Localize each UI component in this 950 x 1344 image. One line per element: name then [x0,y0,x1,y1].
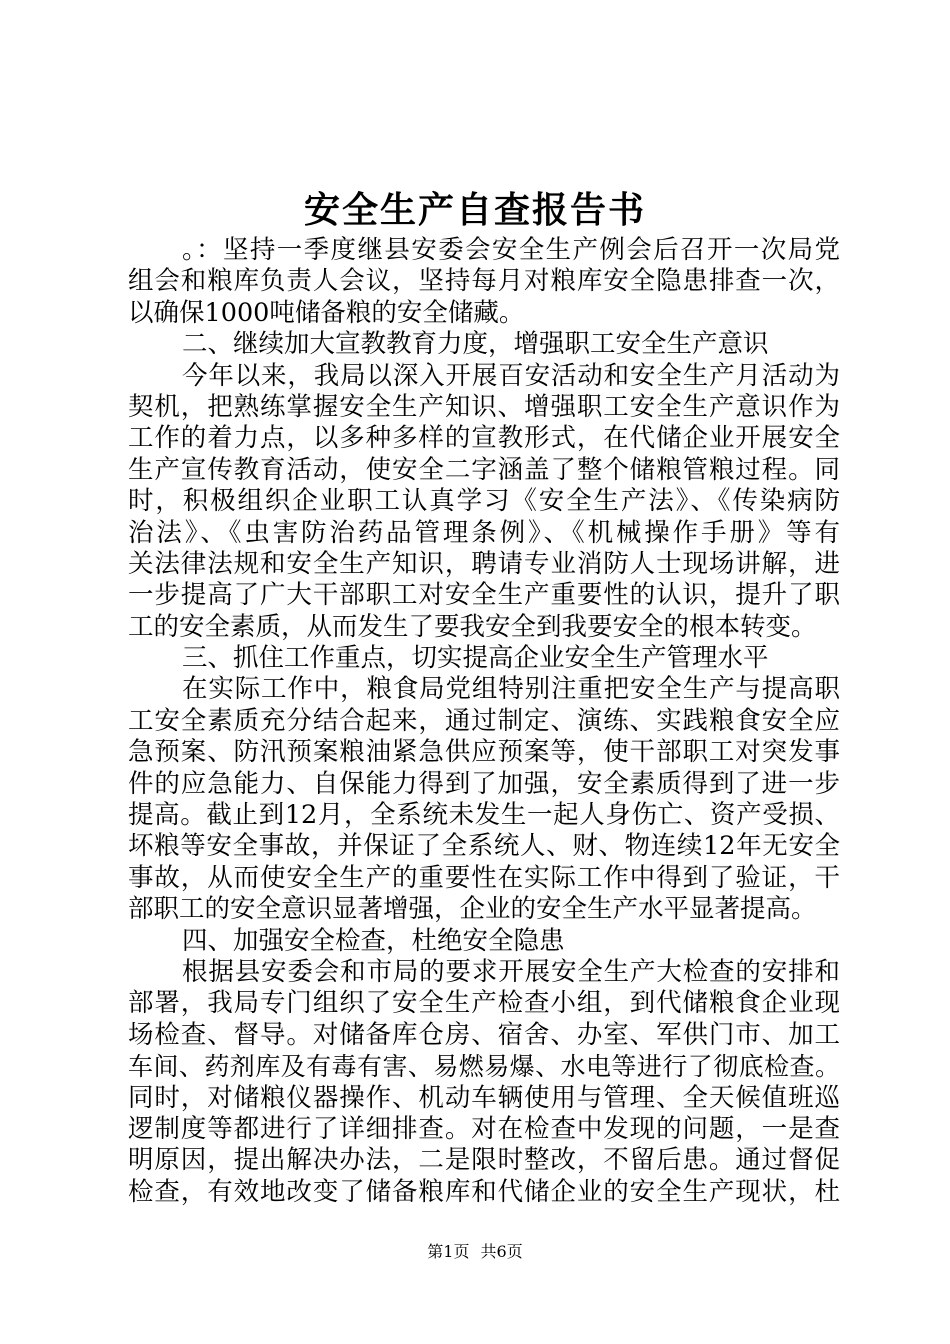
text-line: 生产宣传教育活动，使安全二字涵盖了整个储粮管粮过程。同 [128,454,840,485]
text-line: 三、抓住工作重点，切实提高企业安全生产管理水平 [182,643,769,674]
page-footer [0,1242,950,1262]
text-line: 一步提高了广大干部职工对安全生产重要性的认识，提升了职 [128,580,840,611]
text-line: 四、加强安全检查，杜绝安全隐患 [182,925,565,956]
text-line: 工作的着力点，以多种多样的宣教形式，在代储企业开展安全 [128,423,840,454]
text-line: 治法》、《虫害防治药品管理条例》、《机械操作手册》等有 [128,517,840,548]
text-line: 同时，对储粮仪器操作、机动车辆使用与管理、全天候值班巡 [128,1082,840,1113]
text-line: 在实际工作中，粮食局党组特别注重把安全生产与提高职 [182,674,840,705]
text-line: 部职工的安全意识显著增强，企业的安全生产水平显著提高。 [128,894,817,925]
text-line: 急预案、防汛预案粮油紧急供应预案等，使干部职工对突发事 [128,737,840,768]
text-line: 以确保1000吨储备粮的安全储藏。 [128,297,525,328]
text-line: 场检查、督导。对储备库仓房、宿舍、办室、军供门市、加工 [128,1019,840,1050]
text-line: 组会和粮库负责人会议，坚持每月对粮库安全隐患排查一次， [128,266,840,297]
text-line: 契机，把熟练掌握安全生产知识、增强职工安全生产意识作为 [128,391,840,422]
text-line: 今年以来，我局以深入开展百安活动和安全生产月活动为 [182,360,840,391]
text-line: 工的安全素质，从而发生了要我安全到我要安全的根本转变。 [128,611,817,642]
text-line: 部署，我局专门组织了安全生产检查小组，到代储粮食企业现 [128,988,840,1019]
text-line: 关法律法规和安全生产知识，聘请专业消防人士现场讲解，进 [128,548,840,579]
text-line: 检查，有效地改变了储备粮库和代储企业的安全生产现状，杜 [128,1176,840,1207]
text-line: 提高。截止到12月，全系统未发生一起人身伤亡、资产受损、 [128,800,840,831]
text-line: 二、继续加大宣教教育力度，增强职工安全生产意识 [182,329,769,360]
page-total: 共6页 [480,1242,523,1261]
text-line: 逻制度等都进行了详细排查。对在检查中发现的问题，一是查 [128,1113,840,1144]
document-title: 安全生产自查报告书 [303,189,646,231]
text-line: 车间、药剂库及有毒有害、易燃易爆、水电等进行了彻底检查。 [128,1052,840,1082]
text-line: 时，积极组织企业职工认真学习《安全生产法》、《传染病防 [128,486,840,517]
text-line: 。：坚持一季度继县安委会安全生产例会后召开一次局党 [182,235,840,265]
text-line: 工安全素质充分结合起来，通过制定、演练、实践粮食安全应 [128,705,840,736]
page-number: 第1页 [427,1242,470,1261]
document-body [128,235,840,1208]
text-line: 根据县安委会和市局的要求开展安全生产大检查的安排和 [182,956,840,987]
text-line: 件的应急能力、自保能力得到了加强，安全素质得到了进一步 [128,768,840,799]
text-line: 坏粮等安全事故，并保证了全系统人、财、物连续12年无安全 [128,831,840,862]
text-line: 明原因，提出解决办法，二是限时整改，不留后患。通过督促 [128,1145,840,1176]
text-line: 事故，从而使安全生产的重要性在实际工作中得到了验证，干 [128,862,840,893]
